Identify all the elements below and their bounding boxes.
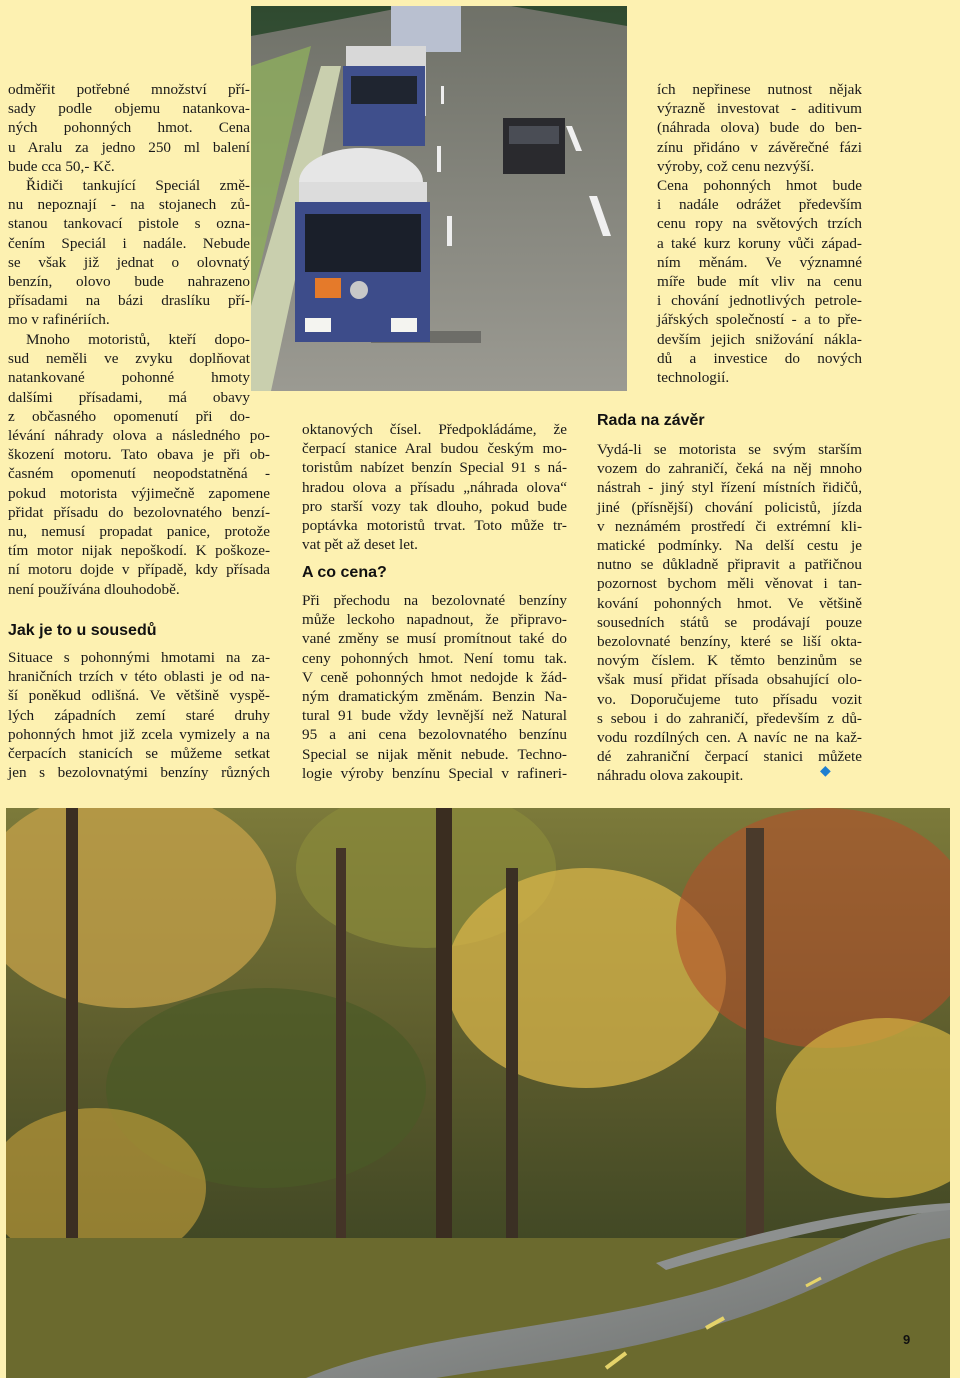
- col1-paragraph-3: Mnoho motoristů, kteří dopo- sud neměli ve zvyku doplňovat natankované pohonné hmoty dalšími přísadami, má obavy z občasného opomenutí při do- lévání náhrady olova a následného po- škození motoru. Tato obava je při ob- časném opomenutí neopodstatněná - pokud motorista výjimečně zapomene přidat přísadu do bezolovnatého benzí- nu, nemusí propadat panice, protože tím motor nijak nepoškodí. K poškoze- ní motoru dojde v případě, kdy přísada není používána dlouhodobě.: [8, 331, 270, 598]
- diamond-icon: ◆: [820, 763, 831, 779]
- col3-paragraph-2: Cena pohonných hmot bude i nadále odrážet především cenu ropy na světových trzích a také kurz koruny vůči západ- ním měnám. Ve významné míře bude mít vliv na cenu i chování jednotlivých petrole- jářských společností - a to pře- devším jejich snižování nákla- dů a investice do nových technologií.: [657, 177, 862, 387]
- col2-paragraph-1: oktanových čísel. Předpokládáme, že čerpací stanice Aral budou českým mo- toristům nabízet benzín Special 91 s ná- hradou olova a přísadu „náhrada olova“ pro starší vozy tak dlouho, pokud bude poptávka motoristů trvat. Toto může tr- vat pět až deset let.: [302, 421, 567, 554]
- section-heading-price: A co cena?: [302, 564, 387, 581]
- section-heading-advice: Rada na závěr: [597, 412, 705, 429]
- section-heading-neighbours: Jak je to u sousedů: [8, 622, 157, 639]
- col1-paragraph-2: Řidiči tankující Speciál změ- nu nepoznají - na stojanech zů- stanou tankovací pistole s ozna- čením Speciál i nadále. Nebude se však již jednat o olovnatý benzín, olovo bude nahrazeno přísadami na bázi draslíku pří- mo v rafinériích.: [8, 177, 250, 329]
- col1-paragraph-4: Situace s pohonnými hmotami na za- hraničních trzích v této oblasti je od na- ší poněkud odlišná. Ve většině vyspě- lých západních zemí staré druhy pohonných hmot již zcela vymizely a na čerpacích stanicích se můžeme setkat jen s bezolovnatými benzíny různých: [8, 649, 270, 782]
- col3-paragraph-3: Vydá-li se motorista se svým starším vozem do zahraničí, čeká na něj mnoho nástrah - jiný styl řízení místních řidičů, jiné (přísnější) chování policistů, jízda v neznámém prostředí či extrémní kli- matické podmínky. Na delší cestu je nutno se důkladně připravit a patřičnou pozornost bychom měli věnovat i tan- kování pohonných hmot. Ve většině sousedních států se prodávají pouze bezolovnaté benzíny, které se liší okta- novým číslem. K těmto benzinům se však musí přidat přísada obsahující olo- vo. Doporučujeme tuto přísadu vozit s sebou i do zahraničí, především z dů- vodu rozdílných cen. A navíc ne na kaž- dé zahraniční čerpací stanici můžete náhradu olova zakoupit.: [597, 441, 862, 785]
- photo-autumn-forest-road: [6, 808, 950, 1378]
- col2-paragraph-2: Při přechodu na bezolovnaté benzíny může leckoho napadnout, že připravo- vané změny se musí promítnout také do ceny pohonných hmot. Není tomu tak. V ceně pohonných hmot nedojde k žád- ným dramatickým změnám. Benzin Na- tural 91 bude vždy levnější než Natural 95 a ani cena bezolovnatého benzínu Special se nijak měnit nebude. Techno- logie výroby benzínu Special v rafineri-: [302, 592, 567, 782]
- col3-paragraph-1: ích nepřinese nutnost nějak výrazně investovat - aditivum (náhrada olova) bude do ben- zínu přidáno v závěrečné fázi výroby, což cenu nezvýší.: [657, 81, 862, 175]
- col1-paragraph-1: odměřit potřebné množství pří- sady podle objemu natankova- ných pohonných hmot. Cena u Aralu za jedno 250 ml balení bude cca 50,- Kč.: [8, 81, 250, 175]
- page-number: 9: [903, 1332, 911, 1347]
- photo-trucks-highway: [251, 6, 627, 391]
